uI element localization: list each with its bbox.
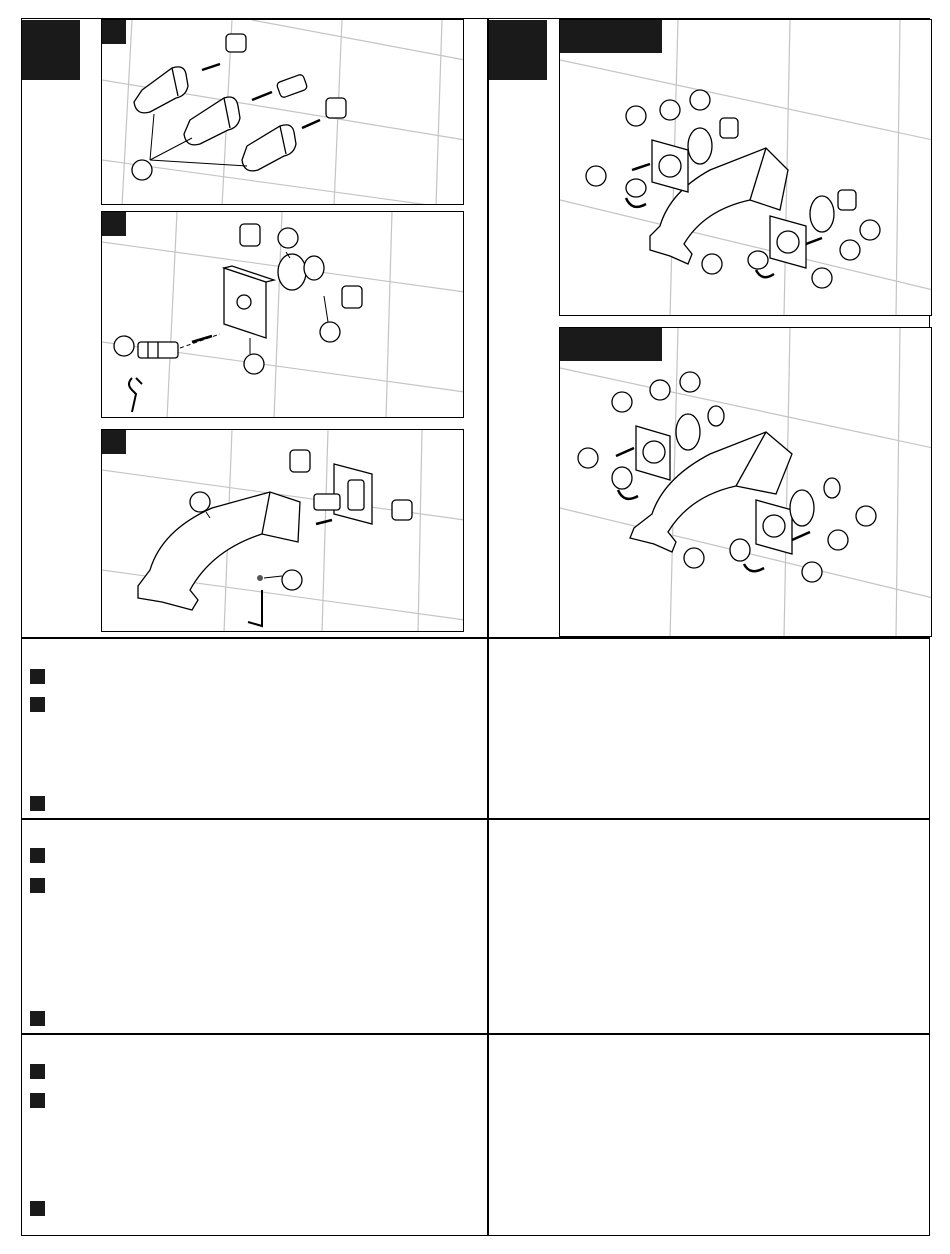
wrench-icon [129,378,142,412]
rotate-arrow-icon [756,270,774,277]
callout-icon [828,530,848,550]
handles-illustration [102,20,464,205]
callout-icon [626,106,646,126]
instruction-bullet [30,1011,45,1026]
handle-cap-icon [612,467,632,489]
callout-icon [680,372,700,392]
rotate-arrow-icon [618,490,638,499]
panel-label-a [102,20,126,44]
rotate-arrow-icon [626,198,646,207]
variant-top-illustration [560,20,932,316]
section-divider-1 [21,637,930,639]
callout-icon [684,548,704,568]
callout-icon [650,380,670,400]
callout-icon [578,448,598,468]
instruction-bullet [30,878,45,893]
instruction-bullet [30,1093,45,1108]
callout-icon [856,506,876,526]
spout-icon [138,492,300,610]
o-ring-icon [790,490,814,526]
instruction-bullet [30,1064,45,1079]
illustration-panel-handles [101,19,464,205]
illustration-variant-top [559,19,932,316]
cartridge-icon [138,342,178,358]
illustration-variant-bottom [559,327,932,637]
handle-cap-icon [748,251,768,269]
callout-icon [320,322,340,342]
section-divider-2 [21,818,930,820]
rotate-arrow-icon [744,564,764,571]
set-screw-icon [257,575,263,581]
illustration-panel-escutcheon [101,211,464,418]
callout-icon [132,160,152,180]
illustration-panel-spout [101,429,464,632]
instruction-bullet [30,697,45,712]
callout-icon [612,392,632,412]
callout-icon [278,228,298,248]
variant-label-bottom [560,328,662,361]
handle-icon [242,125,296,171]
handle-icon [184,97,240,145]
instruction-bullet [30,848,45,863]
callout-icon [282,570,302,590]
instruction-bullet [30,1201,45,1216]
callout-icon [860,220,880,240]
handle-icon [134,67,188,113]
handle-cap-icon [626,179,646,197]
panel-label-b [102,212,126,236]
o-ring-icon [278,254,306,290]
callout-icon [244,354,264,374]
callout-icon [690,90,710,110]
o-ring-icon [676,414,700,450]
instruction-bullet [30,796,45,811]
spout-illustration [102,430,464,632]
callout-icon [812,268,832,288]
variant-bottom-illustration [560,328,932,637]
step-number-block-left [22,20,80,80]
section-divider-3 [21,1033,930,1035]
callout-icon [840,240,860,260]
variant-label-top [560,20,662,53]
o-ring-icon [810,196,834,232]
callout-icon [114,336,134,356]
hex-key-icon [248,590,262,626]
callout-icon [802,562,822,582]
step-number-block-right [489,20,547,80]
escutcheon-illustration [102,212,464,418]
callout-icon [586,166,606,186]
o-ring-icon [688,128,712,164]
callout-icon [190,492,210,512]
handle-cap-icon [730,539,750,561]
callout-icon [660,100,680,120]
column-divider [487,18,489,1236]
callout-icon [702,254,722,274]
panel-label-c [102,430,126,454]
instruction-bullet [30,669,45,684]
